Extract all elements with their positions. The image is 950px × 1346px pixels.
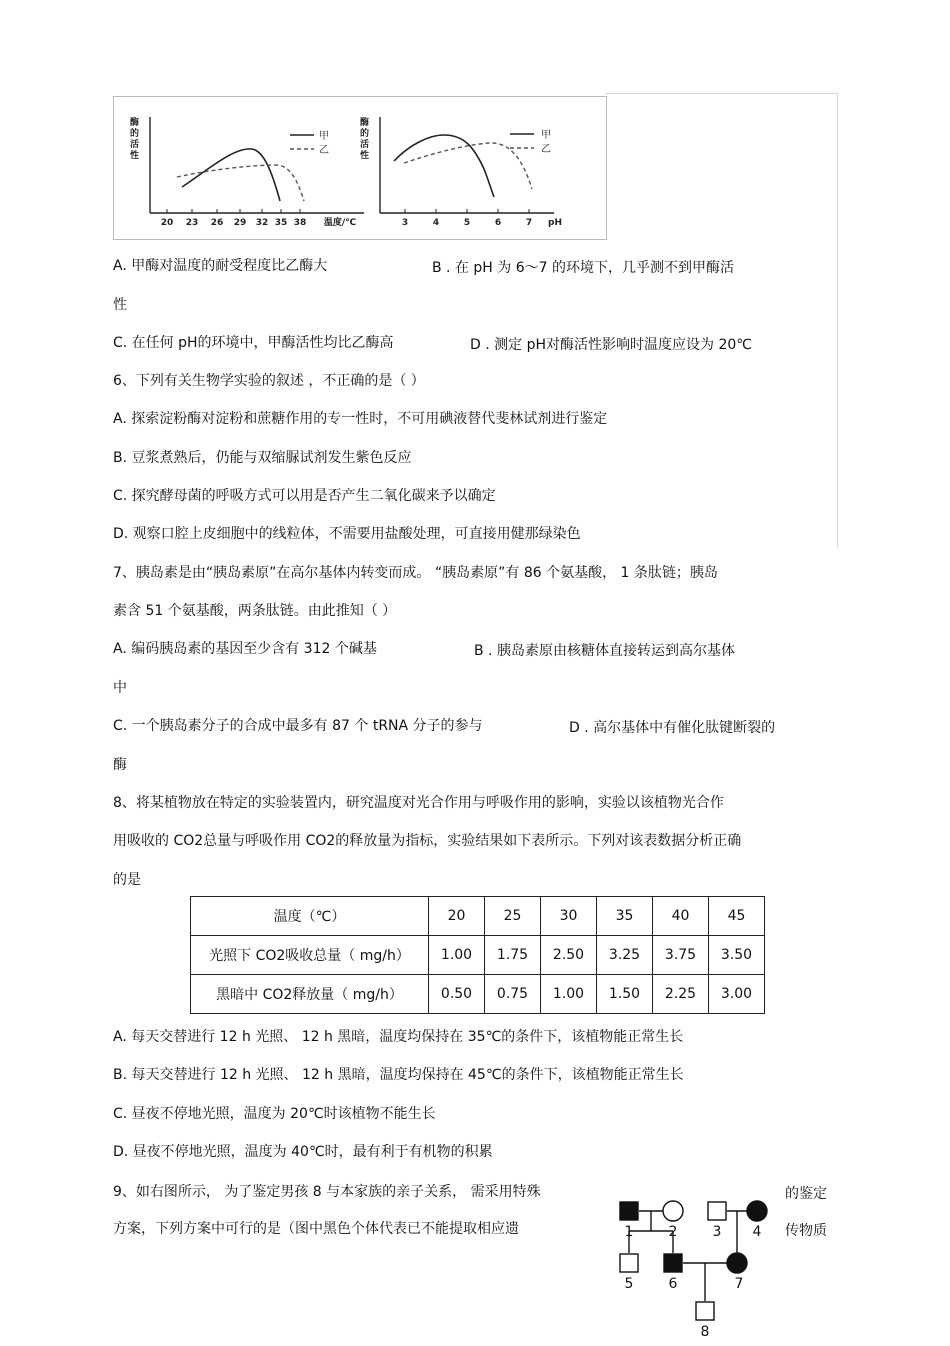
table-cell: 3.25	[597, 936, 653, 975]
table-cell: 2.50	[541, 936, 597, 975]
pedigree-label-5: 5	[624, 1276, 634, 1292]
q5-option-a: A. 甲酶对温度的耐受程度比乙酶大	[113, 258, 328, 274]
left-xtick-38: 38	[293, 218, 307, 228]
q5-option-b: B . 在 pH 为 6～7 的环境下，几乎测不到甲酶活	[432, 260, 734, 276]
left-ylabel-1: 酶	[130, 118, 140, 128]
left-legend-jia: 甲	[319, 131, 329, 142]
photosynthesis-table	[190, 896, 765, 1014]
enzyme-charts	[113, 96, 607, 240]
left-curve-yi	[177, 165, 304, 201]
right-ylabel-3: 活	[360, 140, 370, 150]
right-xtick-7: 7	[525, 218, 533, 228]
pedigree-individual-6	[664, 1254, 682, 1272]
q7-option-c: C. 一个胰岛素分子的合成中最多有 87 个 tRNA 分子的参与	[113, 718, 483, 734]
q8-stem-line2: 用吸收的 CO2总量与呼吸作用 CO2的释放量为指标，实验结果如下表所示。下列对该表数据分析正确	[113, 833, 742, 849]
pedigree-label-7: 7	[734, 1276, 744, 1292]
q9-stem-line1: 9、如右图所示， 为了鉴定男孩 8 与本家族的亲子关系， 需采用特殊	[113, 1184, 541, 1200]
q8-option-b: B. 每天交替进行 12 h 光照、 12 h 黑暗，温度均保持在 45℃的条件下，该植物能正常生长	[113, 1067, 684, 1083]
left-ylabel-2: 的	[130, 129, 140, 139]
right-xlabel: pH	[548, 218, 562, 228]
table-cell: 3.75	[653, 936, 709, 975]
table-temp: 25	[485, 897, 541, 936]
page-guide-top	[606, 93, 838, 94]
q8-option-a: A. 每天交替进行 12 h 光照、 12 h 黑暗，温度均保持在 35℃的条件下，该植物能正常生长	[113, 1029, 684, 1045]
q7-option-d: D . 高尔基体中有催化肽键断裂的	[569, 720, 776, 736]
enzyme-charts-svg	[114, 97, 606, 239]
table-cell: 1.00	[429, 936, 485, 975]
q6-option-b: B. 豆浆煮熟后，仍能与双缩脲试剂发生紫色反应	[113, 450, 412, 466]
table-cell: 3.50	[709, 936, 765, 975]
right-ylabel-1: 酶	[360, 118, 370, 128]
q7-stem-line2: 素含 51 个氨基酸，两条肽链。由此推知（ ）	[113, 603, 397, 619]
q8-option-d: D. 昼夜不停地光照，温度为 40℃时，最有利于有机物的积累	[113, 1144, 493, 1160]
pedigree-label-8: 8	[700, 1324, 710, 1340]
table-cell: 1.00	[541, 975, 597, 1014]
left-xtick-35: 35	[274, 218, 288, 228]
table-row-label: 光照下 CO2吸收总量（ mg/h）	[191, 936, 429, 975]
q9-stem-line2: 方案，下列方案中可行的是（图中黑色个体代表已不能提取相应遗	[113, 1221, 519, 1237]
q8-stem-line3: 的是	[113, 872, 141, 888]
pedigree-diagram	[605, 1193, 785, 1343]
table-temp: 40	[653, 897, 709, 936]
right-curve-yi	[404, 143, 532, 189]
table-header-row	[191, 897, 765, 936]
q9-stem-line1-end: 的鉴定	[785, 1186, 827, 1202]
q7-option-a: A. 编码胰岛素的基因至少含有 312 个碱基	[113, 641, 377, 657]
q6-option-a: A. 探索淀粉酶对淀粉和蔗糖作用的专一性时，不可用碘液替代斐林试剂进行鉴定	[113, 411, 608, 427]
left-curve-jia	[182, 149, 280, 201]
pedigree-individual-2	[663, 1201, 683, 1221]
q7-option-b: B . 胰岛素原由核糖体直接转运到高尔基体	[474, 643, 735, 659]
pedigree-individual-4	[747, 1201, 767, 1221]
pedigree-label-1: 1	[624, 1224, 634, 1240]
table-temp: 30	[541, 897, 597, 936]
left-xtick-23: 23	[185, 218, 199, 228]
table-row	[191, 936, 765, 975]
temperature-chart	[129, 116, 364, 228]
table-header-label: 温度（℃）	[191, 897, 429, 936]
table-cell: 0.75	[485, 975, 541, 1014]
left-xtick-29: 29	[233, 218, 247, 228]
table-temp: 35	[597, 897, 653, 936]
ph-chart	[359, 116, 562, 228]
table-cell: 1.50	[597, 975, 653, 1014]
table-temp: 45	[709, 897, 765, 936]
left-xlabel: 温度/℃	[323, 218, 357, 228]
pedigree-label-6: 6	[668, 1276, 678, 1292]
left-xtick-32: 32	[255, 218, 269, 228]
left-xtick-20: 20	[160, 218, 174, 228]
right-legend-yi: 乙	[541, 144, 551, 155]
q9-stem-line2-end: 传物质	[785, 1223, 827, 1239]
right-xtick-5: 5	[463, 218, 471, 228]
left-xtick-26: 26	[210, 218, 224, 228]
left-ylabel-3: 活	[130, 140, 140, 150]
q7-stem-line1: 7、胰岛素是由“胰岛素原”在高尔基体内转变而成。 “胰岛素原”有 86 个氨基酸， 1 条肽链；胰岛	[113, 565, 718, 581]
right-xtick-4: 4	[432, 218, 440, 228]
pedigree-label-3: 3	[712, 1224, 722, 1240]
q5-option-b-cont: 性	[113, 297, 127, 313]
pedigree-individual-7	[727, 1253, 747, 1273]
pedigree-individual-5	[620, 1254, 638, 1272]
pedigree-individual-1	[620, 1202, 638, 1220]
pedigree-label-4: 4	[752, 1224, 762, 1240]
q5-option-c: C. 在任何 pH的环境中，甲酶活性均比乙酶高	[113, 335, 394, 351]
left-ylabel-4: 性	[130, 151, 140, 161]
table-row	[191, 975, 765, 1014]
q6-option-d: D. 观察口腔上皮细胞中的线粒体，不需要用盐酸处理，可直接用健那绿染色	[113, 526, 581, 542]
pedigree-individual-8	[696, 1302, 714, 1320]
right-ylabel-2: 的	[360, 129, 370, 139]
q6-stem: 6、下列有关生物学实验的叙述 ，不正确的是（ ）	[113, 373, 425, 389]
page-guide-right	[837, 93, 838, 548]
table-cell: 1.75	[485, 936, 541, 975]
right-xtick-3: 3	[401, 218, 409, 228]
left-legend-yi: 乙	[319, 145, 329, 156]
pedigree-individual-3	[708, 1202, 726, 1220]
right-ylabel-4: 性	[360, 151, 370, 161]
q8-stem-line1: 8、将某植物放在特定的实验装置内，研究温度对光合作用与呼吸作用的影响，实验以该植物光合作	[113, 795, 724, 811]
right-xtick-6: 6	[494, 218, 502, 228]
pedigree-label-2: 2	[668, 1224, 678, 1240]
q7-option-b-cont: 中	[113, 680, 127, 696]
q5-option-d: D . 测定 pH对酶活性影响时温度应设为 20℃	[470, 337, 752, 353]
table-cell: 3.00	[709, 975, 765, 1014]
table-cell: 0.50	[429, 975, 485, 1014]
q8-option-c: C. 昼夜不停地光照，温度为 20℃时该植物不能生长	[113, 1106, 436, 1122]
table-row-label: 黑暗中 CO2释放量（ mg/h）	[191, 975, 429, 1014]
q7-option-d-cont: 酶	[113, 757, 127, 773]
table-cell: 2.25	[653, 975, 709, 1014]
table-temp: 20	[429, 897, 485, 936]
right-legend-jia: 甲	[541, 130, 551, 141]
q6-option-c: C. 探究酵母菌的呼吸方式可以用是否产生二氧化碳来予以确定	[113, 488, 496, 504]
